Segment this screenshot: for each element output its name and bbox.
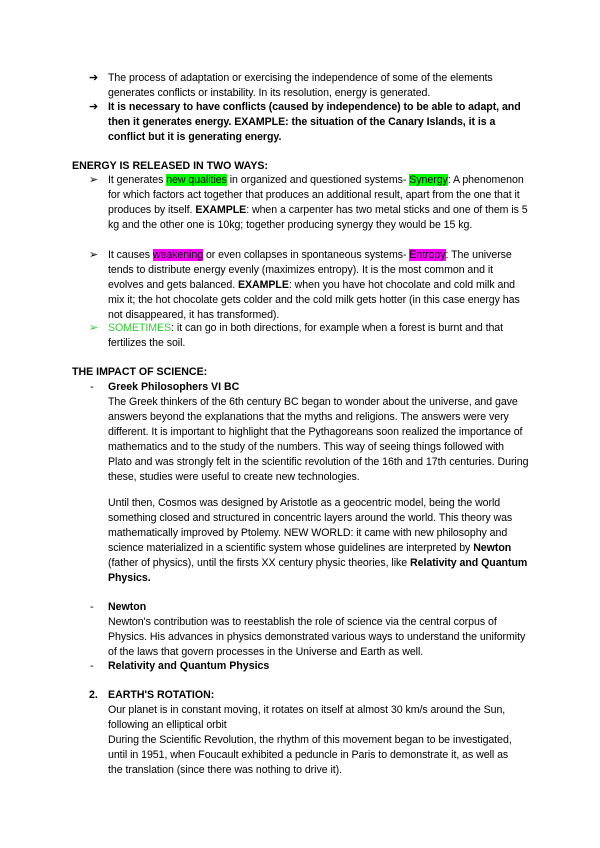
highlight-weakening: weakening — [152, 249, 204, 261]
energy-item-entropy — [108, 248, 530, 323]
energy-item-text: : it can go in both directions, for example when a forest is burnt and that fertilizes the soil. — [108, 322, 504, 349]
triangle-bullet-icon: ➢ — [89, 322, 99, 334]
rotation-number: 2. — [89, 689, 98, 701]
intro-bullet-2: It is necessary to have conflicts (caused by independence) to be able to adapt, and then it generates energy. EXAMPLE: the situation of the Canary Islands, it is a conflict but it is generating energy. — [108, 101, 521, 143]
dash-bullet-icon: - — [90, 601, 94, 613]
dash-bullet-icon: - — [90, 381, 94, 393]
rotation-paragraph-2: During the Scientific Revolution, the rhythm of this movement began to be investigated, until in 1951, when Foucault exhibited a peduncle in Paris to demonstrate it, as well as the translation (since there was nothing to drive it). — [108, 734, 512, 776]
energy-item-sometimes — [108, 321, 530, 351]
dash-bullet-icon: - — [90, 660, 94, 672]
triangle-bullet-icon: ➢ — [89, 249, 99, 261]
newton-bold: Newton — [473, 542, 512, 554]
energy-item-text: or even collapses in spontaneous systems- — [203, 249, 410, 261]
energy-item-text: in organized and questioned systems- — [226, 174, 410, 186]
triangle-bullet-icon: ➢ — [89, 174, 99, 186]
energy-item-text: : A phenomenon for which factors act together that produces an additional result, apart from the one that it produces by itself. — [108, 174, 524, 216]
greek-text: (father of physics), until the firsts XX century physic theories, like — [108, 557, 411, 569]
energy-item-text: It generates — [108, 174, 167, 186]
relativity-title: Relativity and Quantum Physics — [108, 660, 270, 672]
greek-paragraph-1: The Greek thinkers of the 6th century BC began to wonder about the universe, and gave answers beyond the explanations that the myths and religions. The answers were very different. It is important to highlight that the Pythagoreans soon realized the importance of mathematics and to the study of the numbers. This way of seeing things followed with Plato and was strongly felt in the scientific revolution of the 16th and 17th centuries. During these, studies were useful to create new technologies. — [108, 396, 529, 483]
intro-bullet-1: The process of adaptation or exercising the independence of some of the elements generates conflicts or instability. In its resolution, energy is generated. — [108, 72, 493, 99]
arrow-bullet-icon: ➔ — [89, 72, 99, 84]
energy-item-text: : when a carpenter has two metal sticks and one of them is 5 kg and the other one is 10kg; together producing synergy they would be 15 kg. — [108, 204, 528, 231]
example-label: EXAMPLE — [238, 279, 289, 291]
highlight-new-qualities: new qualities — [166, 174, 227, 186]
newton-paragraph: Newton's contribution was to reestablish the role of science via the central corpus of Physics. His advances in physics demonstrated various ways to understand the uniformity of the laws that govern processes in the Universe and Earth as well. — [108, 616, 526, 658]
rotation-paragraph-1: Our planet is in constant moving, it rotates on itself at almost 30 km/s around the Sun, following an elliptical orbit — [108, 704, 506, 731]
greek-text: Until then, Cosmos was designed by Aristotle as a geocentric model, being the world something closed and structured in concentric layers around the world. This theory was mathematically improved by Ptolemy. NEW WORLD: it came with new philosophy and science materialized in a scientific system whose guidelines are interpreted by — [108, 497, 513, 554]
newton-title: Newton — [108, 601, 147, 613]
highlight-synergy: Synergy — [409, 174, 448, 186]
impact-heading: THE IMPACT OF SCIENCE: — [72, 366, 208, 378]
greek-title: Greek Philosophers VI BC — [108, 381, 240, 393]
greek-paragraph-2 — [108, 496, 530, 586]
energy-item-text: : when you have hot chocolate and cold milk and mix it; the hot chocolate gets colder and the cold milk gets hotter (in this case energy has not disappeared, it has transformed). — [108, 279, 520, 321]
energy-item-synergy — [108, 173, 530, 233]
energy-heading: ENERGY IS RELEASED IN TWO WAYS: — [72, 160, 269, 172]
energy-item-text: It causes — [108, 249, 153, 261]
rotation-heading: EARTH'S ROTATION: — [108, 689, 215, 701]
relativity-bold: Relativity and Quantum Physics. — [108, 557, 528, 584]
example-label: EXAMPLE — [195, 204, 247, 216]
energy-item-text: : The universe tends to distribute energy evenly (maximizes entropy). It is the most common and it evolves and gets balanced. — [108, 249, 512, 291]
sometimes-label: SOMETIMES — [108, 322, 172, 334]
arrow-bullet-icon: ➔ — [89, 101, 99, 113]
highlight-entropy: Entropy — [409, 249, 446, 261]
